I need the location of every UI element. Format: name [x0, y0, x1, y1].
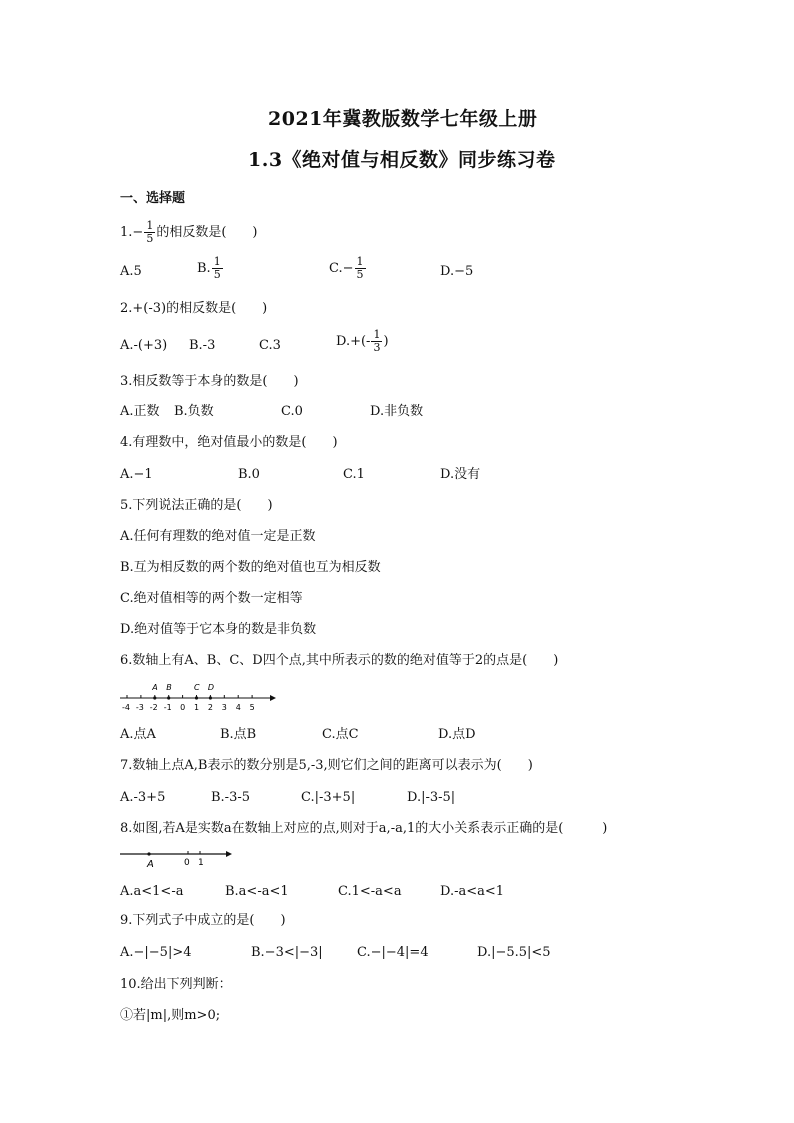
q4-option-b[interactable]: B.0	[238, 467, 260, 482]
q6-tick-label: 2	[207, 703, 213, 712]
question-1-stem	[120, 220, 257, 245]
q8-axis-label-a: A	[147, 859, 154, 870]
q6-tick-label: 1	[194, 703, 200, 712]
q4-option-a[interactable]: A.−1	[120, 467, 153, 482]
question-4-stem: 4.有理数中，绝对值最小的数是( )	[120, 435, 338, 450]
q3-option-d[interactable]: D.非负数	[370, 404, 424, 419]
question-9-stem: 9.下列式子中成立的是( )	[120, 913, 286, 928]
q8-number-line	[118, 846, 238, 870]
q2-option-a[interactable]: A.-(+3)	[120, 338, 168, 353]
q1-sign: −	[132, 225, 144, 240]
q6-option-c[interactable]: C.点C	[322, 727, 359, 742]
q1-number: 1.	[120, 225, 133, 240]
q6-option-a[interactable]: A.点A	[120, 727, 156, 742]
q1-option-b[interactable]: B. $\frac{1}{5}$	[197, 255, 221, 281]
q6-tick-label: -2	[149, 703, 158, 712]
q1-option-c[interactable]: C.− $\frac{1}{5}$	[329, 255, 364, 281]
q8-option-a[interactable]: A.a<1<-a	[120, 884, 184, 899]
q6-point-c	[195, 696, 198, 699]
question-2-stem: 2.+(-3)的相反数是( )	[120, 301, 268, 316]
q6-point-label-a: A	[152, 683, 158, 692]
q6-point-b	[167, 696, 170, 699]
q3-option-b[interactable]: B.负数	[174, 404, 214, 419]
q7-option-d[interactable]: D.|-3-5|	[407, 790, 456, 805]
q6-tick-label: 4	[235, 703, 241, 712]
q2-option-c[interactable]: C.3	[259, 338, 281, 353]
q6-tick-label: 5	[249, 703, 255, 712]
question-3-stem: 3.相反数等于本身的数是( )	[120, 374, 299, 389]
q6-number-line	[118, 681, 278, 715]
question-6-stem: 6.数轴上有A、B、C、D四个点,其中所表示的数的绝对值等于2的点是( )	[120, 653, 559, 668]
q2-option-d[interactable]: D.+(- $\frac{1}{3}$ )	[336, 328, 389, 354]
q9-option-b[interactable]: B.−3<|−3|	[251, 945, 323, 960]
section-heading: 一、选择题	[120, 191, 186, 206]
q1-stem-text: 的相反数是( )	[156, 225, 258, 240]
q4-option-c[interactable]: C.1	[343, 467, 365, 482]
q6-tick-label: 3	[221, 703, 227, 712]
q6-point-d	[209, 696, 212, 699]
q2-option-b[interactable]: B.-3	[189, 338, 216, 353]
q5-option-d[interactable]: D.绝对值等于它本身的数是非负数	[120, 622, 317, 637]
q6-point-label-d: D	[207, 683, 215, 692]
q10-item-1: ①若|m|,则m>0;	[120, 1008, 221, 1023]
q9-option-d[interactable]: D.|−5.5|<5	[477, 945, 551, 960]
q3-option-c[interactable]: C.0	[281, 404, 303, 419]
q3-option-a[interactable]: A.正数	[120, 404, 160, 419]
q9-option-c[interactable]: C.−|−4|=4	[357, 945, 429, 960]
question-7-stem: 7.数轴上点A,B表示的数分别是5,-3,则它们之间的距离可以表示为( )	[120, 758, 533, 773]
q9-option-a[interactable]: A.−|−5|>4	[120, 945, 192, 960]
q6-option-d[interactable]: D.点D	[438, 727, 476, 742]
title-line-2: 1.3《绝对值与相反数》同步练习卷	[248, 149, 556, 171]
q6-tick-label: -4	[122, 703, 130, 712]
q8-axis-label-0: 0	[184, 858, 190, 868]
q7-option-c[interactable]: C.|-3+5|	[301, 790, 356, 805]
q5-option-c[interactable]: C.绝对值相等的两个数一定相等	[120, 591, 303, 606]
q8-option-d[interactable]: D.-a<a<1	[440, 884, 505, 899]
q8-option-b[interactable]: B.a<-a<1	[225, 884, 289, 899]
q6-point-a	[153, 696, 156, 699]
q6-point-label-b: B	[166, 683, 172, 692]
q6-tick-label: -1	[163, 703, 172, 712]
q5-option-a[interactable]: A.任何有理数的绝对值一定是正数	[120, 529, 316, 544]
question-5-stem: 5.下列说法正确的是( )	[120, 498, 273, 513]
q8-axis-label-1: 1	[198, 858, 204, 868]
question-8-stem: 8.如图,若A是实数a在数轴上对应的点,则对于a,-a,1的大小关系表示正确的是( )	[120, 821, 608, 836]
q1-fraction: $\frac{1}{5}$	[146, 219, 154, 245]
q5-option-b[interactable]: B.互为相反数的两个数的绝对值也互为相反数	[120, 560, 381, 575]
q4-option-d[interactable]: D.没有	[440, 467, 481, 482]
q6-point-label-c: C	[194, 683, 200, 692]
q1-option-a[interactable]: A.5	[120, 264, 142, 279]
q6-option-b[interactable]: B.点B	[220, 727, 257, 742]
question-10-stem: 10.给出下列判断：	[120, 977, 232, 992]
title-line-1: 2021年冀教版数学七年级上册	[268, 108, 538, 130]
q7-option-a[interactable]: A.-3+5	[120, 790, 166, 805]
q7-option-b[interactable]: B.-3-5	[211, 790, 251, 805]
q8-option-c[interactable]: C.1<-a<a	[338, 884, 402, 899]
q1-option-d[interactable]: D.−5	[440, 264, 474, 279]
q6-tick-label: -3	[135, 703, 144, 712]
q6-tick-label: 0	[180, 703, 186, 712]
